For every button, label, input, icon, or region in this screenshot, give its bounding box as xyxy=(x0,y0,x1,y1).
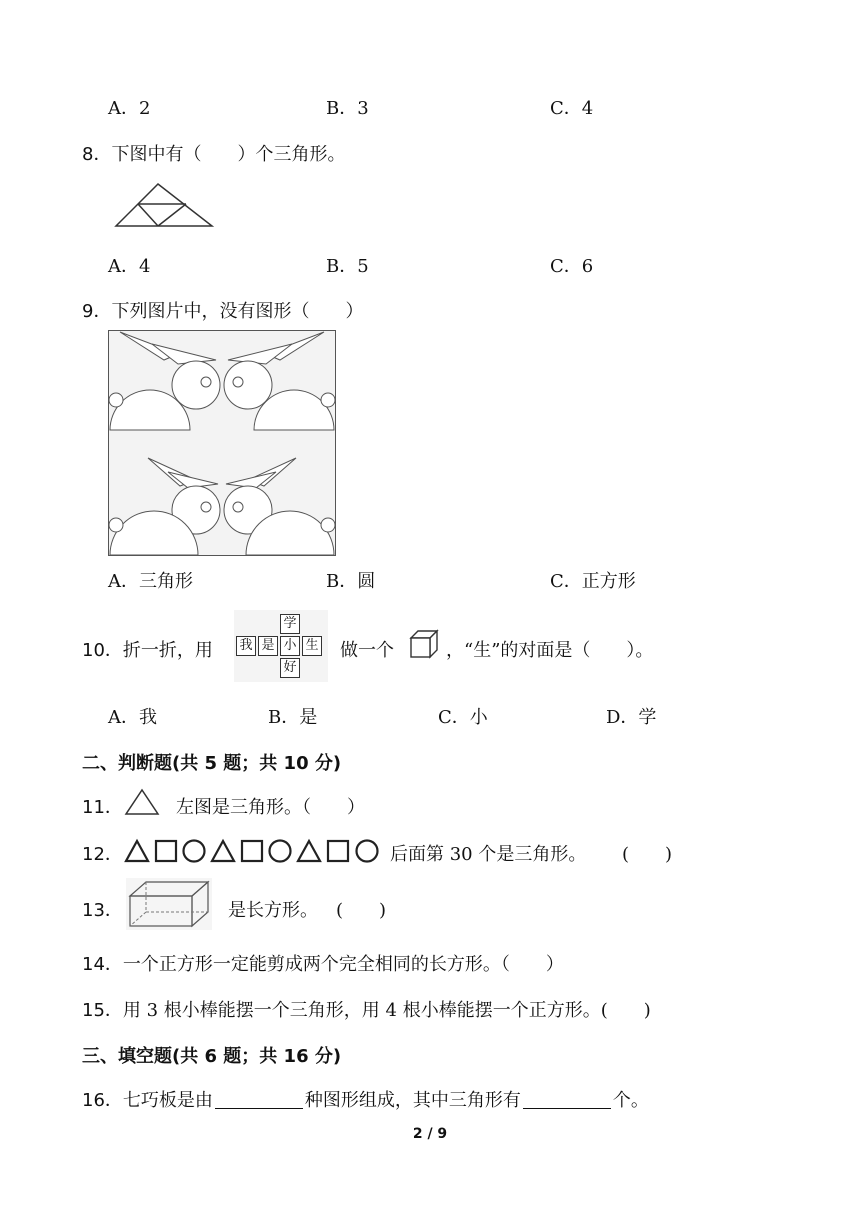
q8-question xyxy=(82,140,345,166)
q9-option-b[interactable]: B．圆 xyxy=(326,571,376,592)
q10-option-d[interactable]: D．学 xyxy=(606,707,657,728)
q13-text: 是长方形。 xyxy=(228,900,318,921)
q13-answer-paren[interactable]: ( ) xyxy=(336,900,387,921)
q9-option-c[interactable]: C．正方形 xyxy=(550,571,636,592)
q16-question xyxy=(82,1086,649,1112)
q10-option-a[interactable]: A．我 xyxy=(108,707,157,728)
cuboid-figure xyxy=(126,878,212,930)
q16-number: 16． xyxy=(82,1090,123,1111)
q16-text-a: 七巧板是由 xyxy=(122,1090,213,1111)
q15-number: 15． xyxy=(82,1000,123,1021)
q10-cube-net xyxy=(234,610,328,682)
q8-option-a[interactable]: A．4 xyxy=(108,256,151,277)
q16-blank-2[interactable] xyxy=(523,1090,611,1109)
q12-answer-paren[interactable]: ( ) xyxy=(622,844,673,865)
q10-text-after: ，“生”的对面是（ ）。 xyxy=(446,640,654,661)
q12-text: 后面第 30 个是三角形。 xyxy=(390,844,587,865)
q10-option-b[interactable]: B．是 xyxy=(268,707,318,728)
section2-heading: 二、判断题(共 5 题；共 10 分) xyxy=(82,753,342,774)
q8-text: 下图中有（ ）个三角形。 xyxy=(111,144,346,165)
net-cell-2: 是 xyxy=(258,636,278,656)
q7-option-a[interactable]: A．2 xyxy=(108,98,151,119)
q14-number: 14． xyxy=(82,954,123,975)
page-number: 2 / 9 xyxy=(412,1126,448,1142)
net-cell-1: 我 xyxy=(236,636,256,656)
q8-number: 8． xyxy=(82,144,112,165)
q10-text-middle: 做一个 xyxy=(340,640,394,661)
q11-number: 11． xyxy=(82,797,123,818)
q15-text: 用 3 根小棒能摆一个三角形，用 4 根小棒能摆一个正方形。( ) xyxy=(122,1000,651,1021)
cube-icon xyxy=(408,628,440,660)
q10-prefix xyxy=(82,636,213,662)
q8-option-c[interactable]: C．6 xyxy=(550,256,594,277)
q9-option-a[interactable]: A．三角形 xyxy=(108,571,193,592)
net-cell-4: 生 xyxy=(302,636,322,656)
q7-option-b[interactable]: B．3 xyxy=(326,98,369,119)
q9-rabbit-picture xyxy=(108,330,336,556)
triangle-icon xyxy=(124,788,160,816)
net-cell-top: 学 xyxy=(280,614,300,634)
q16-text-b: 种图形组成，其中三角形有 xyxy=(304,1090,521,1111)
q13-number: 13． xyxy=(82,900,123,921)
q16-text-c: 个。 xyxy=(612,1090,649,1111)
q10-text-before: 折一折，用 xyxy=(122,640,213,661)
q16-blank-1[interactable] xyxy=(215,1090,303,1109)
q9-number: 9． xyxy=(82,301,112,322)
section3-heading: 三、填空题(共 6 题；共 16 分) xyxy=(82,1046,342,1067)
q8-triangle-figure xyxy=(114,182,214,228)
q15-question xyxy=(82,996,651,1022)
net-cell-3: 小 xyxy=(280,636,300,656)
net-cell-bottom: 好 xyxy=(280,658,300,678)
q7-option-c[interactable]: C．4 xyxy=(550,98,594,119)
q12-number: 12． xyxy=(82,844,123,865)
q10-number: 10． xyxy=(82,640,123,661)
q14-question xyxy=(82,950,564,976)
q9-question xyxy=(82,297,363,323)
q14-text: 一个正方形一定能剪成两个完全相同的长方形。（ ） xyxy=(122,954,564,975)
shape-pattern xyxy=(124,838,382,864)
q11-text: 左图是三角形。（ ） xyxy=(176,797,365,818)
q9-text: 下列图片中，没有图形（ ） xyxy=(111,301,364,322)
q8-option-b[interactable]: B．5 xyxy=(326,256,369,277)
q10-option-c[interactable]: C．小 xyxy=(438,707,488,728)
